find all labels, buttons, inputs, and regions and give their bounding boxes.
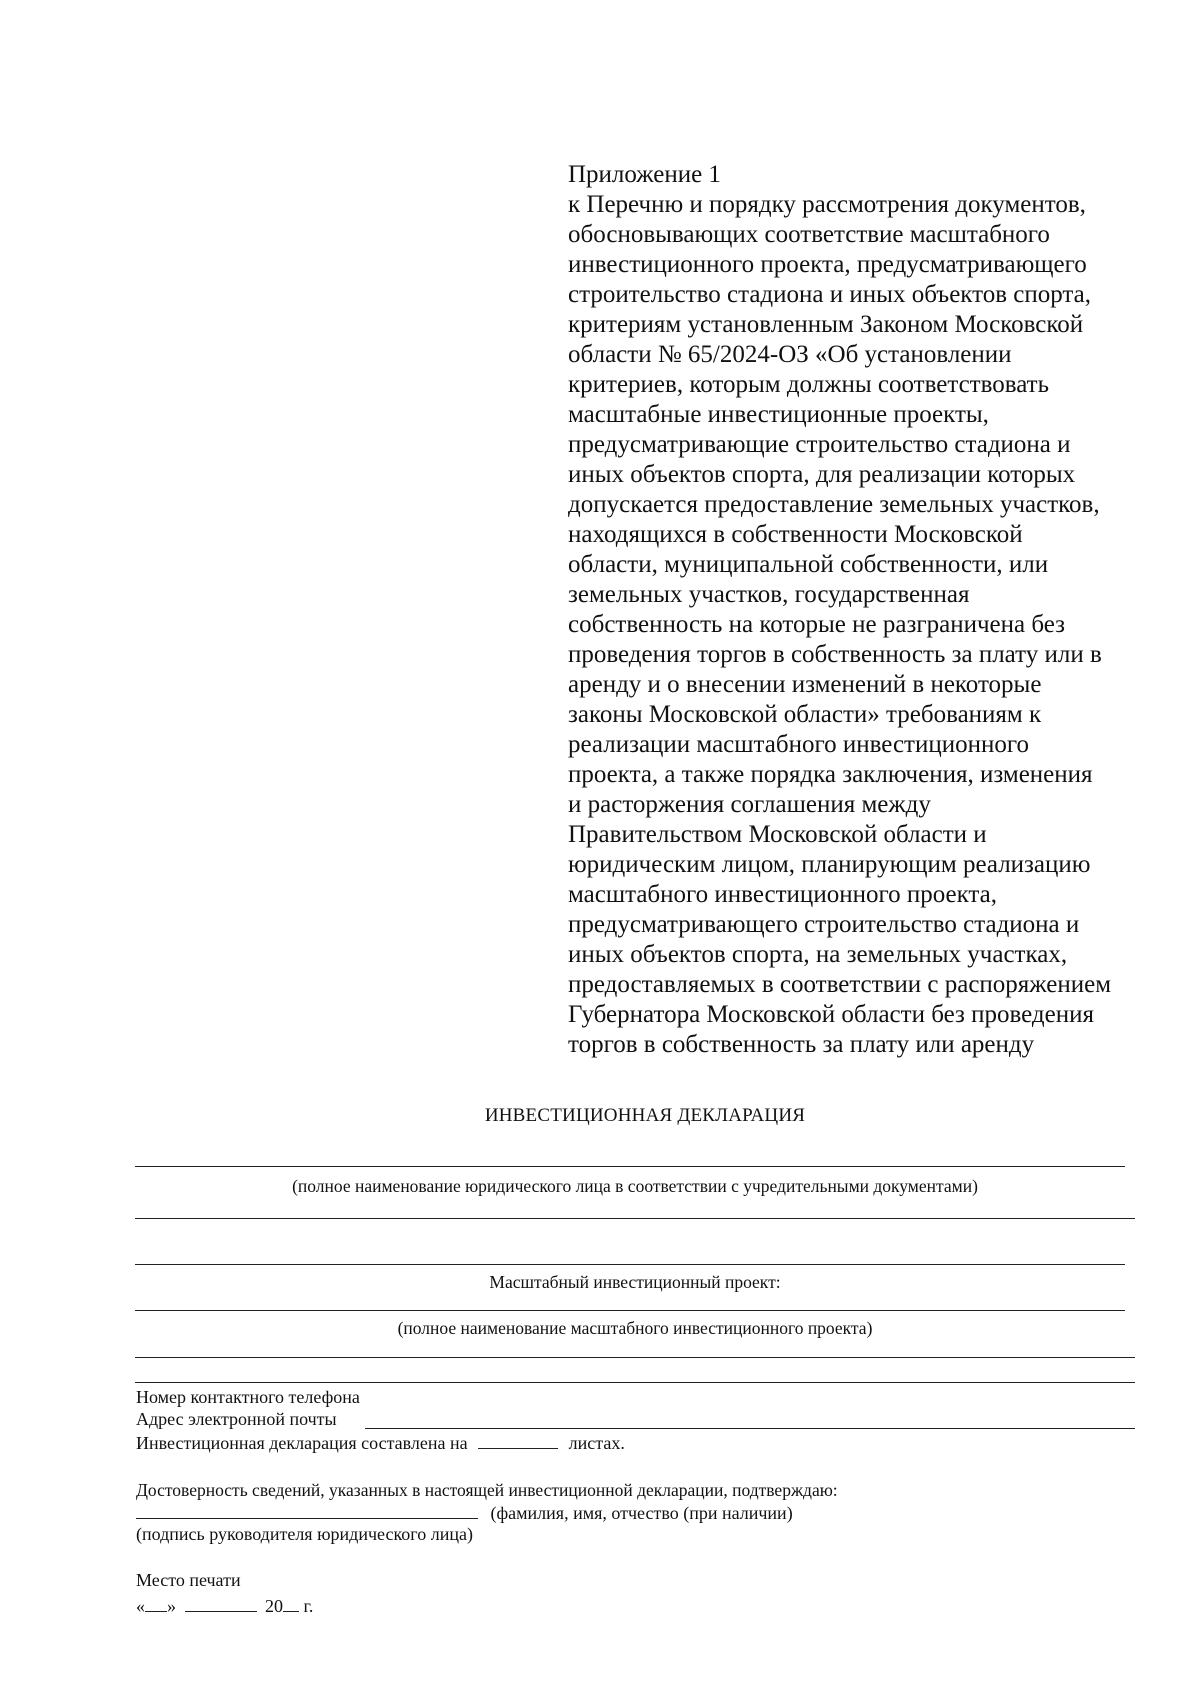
appendix-line: торгов в собственность за плату или аренду [568,1031,1035,1058]
appendix-line: масштабного инвестиционного проекта, [568,881,998,908]
appendix-line: допускается предоставление земельных участков, [568,491,1100,518]
email-row [136,1409,337,1430]
appendix-line: иных объектов спорта, для реализации которых [568,461,1076,488]
appendix-line: находящихся в собственности Московской [568,521,1023,548]
appendix-line: проекта, а также порядка заключения, изменения [568,761,1093,788]
appendix-line: области, муниципальной собственности, или [568,551,1049,578]
project-name-caption: (полное наименование масштабного инвестиционного проекта) [397,1318,873,1338]
appendix-line: законы Московской области» требованиям к [568,701,1042,728]
appendix-line: иных объектов спорта, на земельных участках, [568,941,1068,968]
signature-caption: (подпись руководителя юридического лица) [136,1524,473,1544]
project-name-line-2 [135,1357,1135,1358]
confirmation-text: Достоверность сведений, указанных в настоящей инвестиционной декларации, подтверждаю: [136,1480,838,1500]
signature-blank [136,1502,478,1519]
entity-name-line-2 [135,1218,1135,1219]
appendix-line: предусматривающие строительство стадиона и [568,431,1071,458]
appendix-line: реализации масштабного инвестиционного [568,731,1030,758]
project-label: Масштабный инвестиционный проект: [489,1272,781,1292]
appendix-line: к Перечню и порядку рассмотрения документов, [568,191,1086,218]
appendix-line: собственность на которые не разграничена без [568,611,1066,638]
appendix-line: Приложение 1 [568,161,721,188]
appendix-line: аренду и о внесении изменений в некоторые [568,671,1042,698]
appendix-line: предоставляемых в соответствии с распоряжением [568,971,1112,998]
appendix-line: предусматривающего строительство стадиона и [568,911,1080,938]
phone-label: Номер контактного телефона [136,1387,360,1407]
sheets-suffix: листах. [568,1433,625,1453]
date-close-quote: » [167,1596,176,1616]
date-year-prefix: 20 [265,1596,283,1616]
project-name-line-1 [135,1310,1125,1311]
entity-name-line-1 [135,1166,1125,1167]
fio-row [136,1502,793,1524]
project-name-line-3 [135,1382,1135,1383]
appendix-line: земельных участков, государственная [568,581,970,608]
entity-name-caption: (полное наименование юридического лица в соответствии с учредительными документами) [292,1176,978,1196]
sheets-row [136,1432,625,1454]
date-year-blank [283,1595,299,1612]
date-day-blank [145,1595,167,1612]
entity-name-line-3 [135,1264,1125,1265]
date-year-suffix: г. [303,1596,314,1616]
date-month-blank [185,1595,257,1612]
stamp-label: Место печати [136,1570,241,1590]
appendix-line: масштабные инвестиционные проекты, [568,401,989,428]
appendix-line: области № 65/2024-ОЗ «Об установлении [568,341,1012,368]
appendix-line: строительство стадиона и иных объектов спорта, [568,281,1091,308]
date-row [136,1595,313,1617]
appendix-line: критериям установленным Законом Московской [568,311,1084,338]
sheets-count-blank [478,1432,558,1449]
appendix-header [568,160,1168,1060]
appendix-line: и расторжения соглашения между [568,791,931,818]
appendix-line: Губернатора Московской области без проведения [568,1001,1095,1028]
appendix-line: критериев, которым должны соответствовать [568,371,1049,398]
appendix-line: инвестиционного проекта, предусматривающего [568,251,1087,278]
appendix-line: Правительством Московской области и [568,821,987,848]
appendix-line: проведения торгов в собственность за плату или в [568,641,1102,668]
appendix-line: юридическим лицом, планирующим реализацию [568,851,1091,878]
sheets-prefix: Инвестиционная декларация составлена на [136,1433,468,1453]
declaration-title: ИНВЕСТИЦИОННАЯ ДЕКЛАРАЦИЯ [484,1105,806,1126]
date-open-quote: « [136,1596,145,1616]
phone-row [136,1387,360,1408]
email-label: Адрес электронной почты [136,1409,337,1429]
fio-caption: (фамилия, имя, отчество (при наличии) [490,1503,793,1523]
email-field-line [365,1428,1135,1429]
appendix-line: обосновывающих соответствие масштабного [568,221,1050,248]
